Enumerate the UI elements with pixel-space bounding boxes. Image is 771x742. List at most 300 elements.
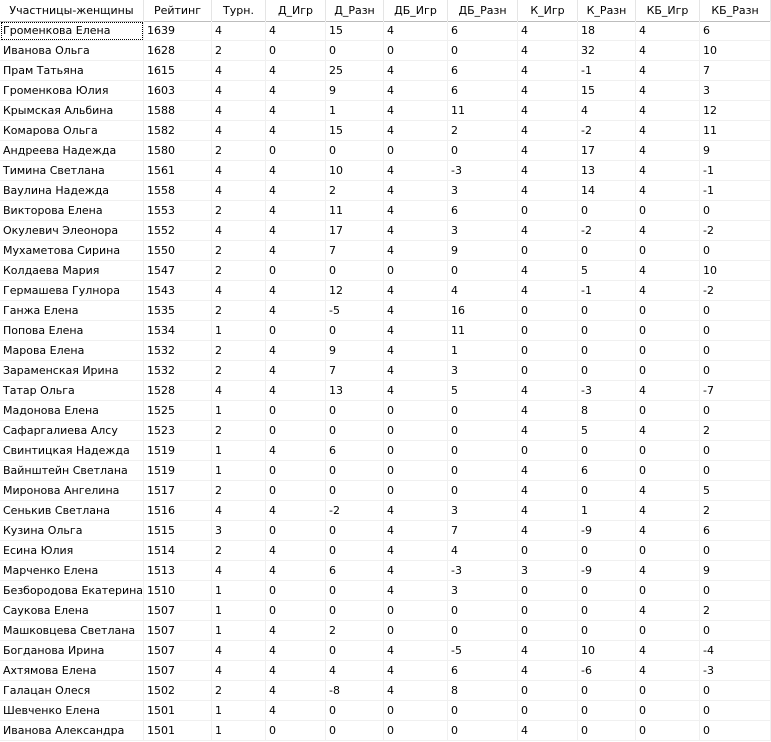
table-cell[interactable]: 12: [326, 281, 384, 301]
table-cell[interactable]: Ганжа Елена: [0, 301, 144, 321]
table-cell[interactable]: 1519: [144, 441, 212, 461]
table-row[interactable]: [0, 261, 771, 281]
table-cell[interactable]: 4: [518, 121, 578, 141]
table-cell[interactable]: 0: [384, 701, 448, 721]
table-cell[interactable]: 0: [266, 141, 326, 161]
table-cell[interactable]: 4: [266, 701, 326, 721]
table-cell[interactable]: 15: [326, 21, 384, 41]
table-cell[interactable]: Андреева Надежда: [0, 141, 144, 161]
table-cell[interactable]: 1552: [144, 221, 212, 241]
table-cell[interactable]: 4: [384, 161, 448, 181]
table-cell[interactable]: 0: [700, 241, 771, 261]
table-cell[interactable]: 6: [700, 21, 771, 41]
table-row[interactable]: [0, 581, 771, 601]
table-cell[interactable]: 1: [212, 461, 266, 481]
table-cell[interactable]: 1558: [144, 181, 212, 201]
table-cell[interactable]: 0: [578, 721, 636, 741]
table-cell[interactable]: 14: [578, 181, 636, 201]
table-cell[interactable]: 2: [212, 41, 266, 61]
table-cell[interactable]: Крымская Альбина: [0, 101, 144, 121]
table-cell[interactable]: 5: [448, 381, 518, 401]
table-cell[interactable]: 0: [448, 421, 518, 441]
table-row[interactable]: [0, 341, 771, 361]
table-cell[interactable]: Безбородова Екатерина: [0, 581, 144, 601]
table-cell[interactable]: 1519: [144, 461, 212, 481]
table-cell[interactable]: -2: [578, 221, 636, 241]
table-cell[interactable]: 0: [578, 301, 636, 321]
table-cell[interactable]: 4: [636, 121, 700, 141]
table-cell[interactable]: 1: [212, 581, 266, 601]
table-cell[interactable]: 1: [448, 341, 518, 361]
table-cell[interactable]: 4: [636, 41, 700, 61]
table-cell[interactable]: Галацан Олеся: [0, 681, 144, 701]
table-cell[interactable]: 4: [518, 501, 578, 521]
table-cell[interactable]: 4: [266, 301, 326, 321]
table-row[interactable]: [0, 601, 771, 621]
table-cell[interactable]: 15: [578, 81, 636, 101]
table-cell[interactable]: 2: [212, 481, 266, 501]
table-cell[interactable]: 6: [448, 61, 518, 81]
table-cell[interactable]: Татар Ольга: [0, 381, 144, 401]
table-cell[interactable]: 0: [384, 141, 448, 161]
table-cell[interactable]: 2: [326, 181, 384, 201]
table-cell[interactable]: 13: [326, 381, 384, 401]
table-cell[interactable]: 0: [266, 481, 326, 501]
table-cell[interactable]: 4: [384, 301, 448, 321]
table-cell[interactable]: 0: [518, 621, 578, 641]
table-cell[interactable]: 0: [326, 541, 384, 561]
table-cell[interactable]: Шевченко Елена: [0, 701, 144, 721]
table-cell[interactable]: 4: [636, 101, 700, 121]
table-cell[interactable]: 1501: [144, 701, 212, 721]
table-cell[interactable]: 4: [518, 61, 578, 81]
table-cell[interactable]: 4: [518, 81, 578, 101]
table-cell[interactable]: 4: [384, 641, 448, 661]
table-cell[interactable]: 1515: [144, 521, 212, 541]
table-cell[interactable]: 4: [384, 681, 448, 701]
table-cell[interactable]: 4: [266, 561, 326, 581]
table-cell[interactable]: 4: [212, 161, 266, 181]
table-cell[interactable]: 1: [212, 401, 266, 421]
table-cell[interactable]: 9: [700, 141, 771, 161]
table-row[interactable]: [0, 61, 771, 81]
table-cell[interactable]: Ахтямова Елена: [0, 661, 144, 681]
table-cell[interactable]: 4: [636, 661, 700, 681]
table-cell[interactable]: 1628: [144, 41, 212, 61]
table-cell[interactable]: 0: [384, 461, 448, 481]
table-cell[interactable]: 1: [326, 101, 384, 121]
table-cell[interactable]: -1: [700, 181, 771, 201]
table-row[interactable]: [0, 461, 771, 481]
table-cell[interactable]: 0: [384, 421, 448, 441]
table-cell[interactable]: Миронова Ангелина: [0, 481, 144, 501]
table-cell[interactable]: 1: [212, 321, 266, 341]
table-cell[interactable]: 1: [212, 621, 266, 641]
table-cell[interactable]: 1525: [144, 401, 212, 421]
table-cell[interactable]: 4: [266, 661, 326, 681]
table-cell[interactable]: 0: [700, 621, 771, 641]
table-row[interactable]: [0, 41, 771, 61]
table-cell[interactable]: 4: [384, 241, 448, 261]
table-cell[interactable]: 0: [518, 241, 578, 261]
table-cell[interactable]: 4: [384, 61, 448, 81]
table-cell[interactable]: 1: [212, 441, 266, 461]
table-cell[interactable]: Громенкова Юлия: [0, 81, 144, 101]
table-cell[interactable]: Гермашева Гулнора: [0, 281, 144, 301]
table-cell[interactable]: Ваулина Надежда: [0, 181, 144, 201]
table-cell[interactable]: Вайнштейн Светлана: [0, 461, 144, 481]
table-cell[interactable]: 6: [578, 461, 636, 481]
table-cell[interactable]: 10: [578, 641, 636, 661]
table-cell[interactable]: 6: [448, 21, 518, 41]
table-cell[interactable]: 1532: [144, 361, 212, 381]
table-cell[interactable]: 0: [636, 341, 700, 361]
table-cell[interactable]: 0: [448, 41, 518, 61]
table-cell[interactable]: 1532: [144, 341, 212, 361]
table-cell[interactable]: 1528: [144, 381, 212, 401]
table-cell[interactable]: 4: [578, 101, 636, 121]
table-cell[interactable]: 4: [384, 201, 448, 221]
table-cell[interactable]: -2: [326, 501, 384, 521]
table-cell[interactable]: Кузина Ольга: [0, 521, 144, 541]
table-cell[interactable]: 4: [518, 641, 578, 661]
table-cell[interactable]: Сенькив Светлана: [0, 501, 144, 521]
table-cell[interactable]: 15: [326, 121, 384, 141]
table-cell[interactable]: 0: [326, 481, 384, 501]
table-cell[interactable]: 1582: [144, 121, 212, 141]
table-cell[interactable]: 0: [700, 301, 771, 321]
table-row[interactable]: [0, 241, 771, 261]
table-cell[interactable]: 0: [326, 321, 384, 341]
table-cell[interactable]: 1543: [144, 281, 212, 301]
table-cell[interactable]: Свинтицкая Надежда: [0, 441, 144, 461]
table-cell[interactable]: 3: [518, 561, 578, 581]
table-row[interactable]: [0, 641, 771, 661]
table-cell[interactable]: 0: [384, 481, 448, 501]
table-row[interactable]: [0, 561, 771, 581]
table-cell[interactable]: 4: [384, 21, 448, 41]
table-cell[interactable]: Зараменская Ирина: [0, 361, 144, 381]
table-cell[interactable]: 0: [700, 401, 771, 421]
table-cell[interactable]: 0: [448, 261, 518, 281]
table-cell[interactable]: 1517: [144, 481, 212, 501]
table-cell[interactable]: 2: [212, 241, 266, 261]
table-cell[interactable]: 1547: [144, 261, 212, 281]
table-cell[interactable]: 4: [212, 101, 266, 121]
table-cell[interactable]: 4: [518, 401, 578, 421]
table-cell[interactable]: 0: [518, 201, 578, 221]
table-cell[interactable]: 4: [384, 181, 448, 201]
table-cell[interactable]: 0: [384, 601, 448, 621]
table-cell[interactable]: 1502: [144, 681, 212, 701]
table-cell[interactable]: 0: [448, 701, 518, 721]
table-cell[interactable]: 0: [266, 581, 326, 601]
table-cell[interactable]: 2: [212, 201, 266, 221]
table-cell[interactable]: 4: [212, 501, 266, 521]
table-cell[interactable]: 4: [384, 221, 448, 241]
table-cell[interactable]: -6: [578, 661, 636, 681]
table-cell[interactable]: 0: [578, 241, 636, 261]
table-cell[interactable]: 16: [448, 301, 518, 321]
table-cell[interactable]: 1513: [144, 561, 212, 581]
table-cell[interactable]: 0: [636, 581, 700, 601]
table-cell[interactable]: Викторова Елена: [0, 201, 144, 221]
table-cell[interactable]: 4: [266, 541, 326, 561]
table-cell[interactable]: -3: [448, 561, 518, 581]
table-cell[interactable]: 17: [326, 221, 384, 241]
table-cell[interactable]: -3: [700, 661, 771, 681]
table-row[interactable]: [0, 101, 771, 121]
table-cell[interactable]: 1501: [144, 721, 212, 741]
table-cell[interactable]: 5: [700, 481, 771, 501]
table-cell[interactable]: 4: [636, 181, 700, 201]
table-cell[interactable]: 0: [448, 601, 518, 621]
table-cell[interactable]: 2: [700, 601, 771, 621]
table-row[interactable]: [0, 121, 771, 141]
table-cell[interactable]: 4: [384, 361, 448, 381]
table-cell[interactable]: 4: [266, 241, 326, 261]
table-cell[interactable]: -7: [700, 381, 771, 401]
table-cell[interactable]: 1: [578, 501, 636, 521]
table-cell[interactable]: 2: [326, 621, 384, 641]
header-k-diff[interactable]: К_Разн: [578, 0, 636, 21]
table-cell[interactable]: 4: [266, 221, 326, 241]
table-cell[interactable]: 0: [518, 301, 578, 321]
table-cell[interactable]: -4: [700, 641, 771, 661]
table-cell[interactable]: 1: [212, 721, 266, 741]
table-cell[interactable]: 0: [636, 721, 700, 741]
table-cell[interactable]: 4: [384, 341, 448, 361]
table-cell[interactable]: 0: [700, 461, 771, 481]
table-cell[interactable]: 7: [326, 241, 384, 261]
table-cell[interactable]: 4: [636, 161, 700, 181]
table-cell[interactable]: 0: [266, 401, 326, 421]
table-cell[interactable]: 7: [448, 521, 518, 541]
table-cell[interactable]: 0: [326, 461, 384, 481]
table-cell[interactable]: 4: [518, 281, 578, 301]
table-cell[interactable]: 4: [384, 581, 448, 601]
table-cell[interactable]: 9: [700, 561, 771, 581]
table-cell[interactable]: -5: [448, 641, 518, 661]
table-cell[interactable]: 4: [212, 221, 266, 241]
table-row[interactable]: [0, 701, 771, 721]
table-cell[interactable]: 4: [266, 441, 326, 461]
table-cell[interactable]: 6: [700, 521, 771, 541]
table-cell[interactable]: 1516: [144, 501, 212, 521]
table-cell[interactable]: 4: [518, 261, 578, 281]
table-cell[interactable]: 4: [212, 641, 266, 661]
table-cell[interactable]: 4: [518, 21, 578, 41]
table-cell[interactable]: 2: [700, 501, 771, 521]
table-cell[interactable]: 4: [266, 101, 326, 121]
table-cell[interactable]: 0: [518, 681, 578, 701]
table-row[interactable]: [0, 361, 771, 381]
table-cell[interactable]: 0: [700, 201, 771, 221]
table-row[interactable]: [0, 421, 771, 441]
table-cell[interactable]: 3: [448, 221, 518, 241]
table-cell[interactable]: 17: [578, 141, 636, 161]
table-cell[interactable]: 4: [636, 81, 700, 101]
table-cell[interactable]: 10: [326, 161, 384, 181]
table-cell[interactable]: 4: [212, 281, 266, 301]
table-cell[interactable]: 0: [326, 601, 384, 621]
table-cell[interactable]: 6: [448, 81, 518, 101]
table-cell[interactable]: -3: [448, 161, 518, 181]
table-cell[interactable]: -1: [700, 161, 771, 181]
table-cell[interactable]: 0: [700, 341, 771, 361]
table-cell[interactable]: 9: [326, 341, 384, 361]
table-cell[interactable]: 0: [578, 581, 636, 601]
table-cell[interactable]: 11: [448, 101, 518, 121]
header-rating[interactable]: Рейтинг: [144, 0, 212, 21]
table-cell[interactable]: 0: [326, 521, 384, 541]
table-row[interactable]: [0, 541, 771, 561]
table-cell[interactable]: Попова Елена: [0, 321, 144, 341]
table-cell[interactable]: 7: [326, 361, 384, 381]
table-cell[interactable]: 1507: [144, 621, 212, 641]
table-cell[interactable]: 4: [636, 601, 700, 621]
table-row[interactable]: [0, 301, 771, 321]
table-cell[interactable]: 0: [636, 461, 700, 481]
table-cell[interactable]: 0: [578, 701, 636, 721]
table-cell[interactable]: 4: [266, 341, 326, 361]
table-cell[interactable]: 4: [636, 261, 700, 281]
table-cell[interactable]: 4: [266, 21, 326, 41]
table-cell[interactable]: 4: [384, 521, 448, 541]
table-cell[interactable]: Иванова Александра: [0, 721, 144, 741]
table-cell[interactable]: 0: [266, 261, 326, 281]
table-cell[interactable]: 0: [326, 141, 384, 161]
table-cell[interactable]: 0: [518, 341, 578, 361]
table-cell[interactable]: 1639: [144, 21, 212, 41]
table-cell[interactable]: Марова Елена: [0, 341, 144, 361]
table-cell[interactable]: 8: [578, 401, 636, 421]
table-cell[interactable]: 3: [212, 521, 266, 541]
table-cell[interactable]: 4: [636, 421, 700, 441]
table-cell[interactable]: 1514: [144, 541, 212, 561]
table-cell[interactable]: 6: [448, 201, 518, 221]
table-cell[interactable]: 0: [578, 201, 636, 221]
table-cell[interactable]: 4: [212, 661, 266, 681]
table-cell[interactable]: 4: [212, 121, 266, 141]
table-cell[interactable]: 5: [578, 421, 636, 441]
table-row[interactable]: [0, 481, 771, 501]
table-cell[interactable]: 0: [448, 481, 518, 501]
table-cell[interactable]: 0: [700, 581, 771, 601]
table-row[interactable]: [0, 81, 771, 101]
table-cell[interactable]: 13: [578, 161, 636, 181]
table-cell[interactable]: 4: [326, 661, 384, 681]
table-row[interactable]: [0, 281, 771, 301]
table-row[interactable]: [0, 661, 771, 681]
table-cell[interactable]: 0: [700, 361, 771, 381]
table-row[interactable]: [0, 621, 771, 641]
table-cell[interactable]: 4: [384, 541, 448, 561]
header-kb-games[interactable]: КБ_Игр: [636, 0, 700, 21]
table-cell[interactable]: 3: [448, 501, 518, 521]
table-cell[interactable]: 4: [266, 81, 326, 101]
table-cell[interactable]: 2: [212, 301, 266, 321]
table-row[interactable]: [0, 681, 771, 701]
table-cell[interactable]: Комарова Ольга: [0, 121, 144, 141]
table-cell[interactable]: 4: [266, 281, 326, 301]
table-row[interactable]: [0, 441, 771, 461]
table-cell[interactable]: 0: [518, 701, 578, 721]
table-cell[interactable]: 0: [700, 541, 771, 561]
table-cell[interactable]: 1550: [144, 241, 212, 261]
table-cell[interactable]: 1: [212, 601, 266, 621]
table-cell[interactable]: -2: [700, 221, 771, 241]
table-cell[interactable]: 4: [636, 381, 700, 401]
table-cell[interactable]: 4: [266, 641, 326, 661]
table-cell[interactable]: Машковцева Светлана: [0, 621, 144, 641]
table-cell[interactable]: 0: [636, 321, 700, 341]
table-cell[interactable]: 0: [448, 461, 518, 481]
table-row[interactable]: [0, 141, 771, 161]
table-cell[interactable]: 4: [266, 61, 326, 81]
table-cell[interactable]: 0: [448, 441, 518, 461]
table-cell[interactable]: 0: [448, 401, 518, 421]
table-cell[interactable]: 0: [700, 681, 771, 701]
table-cell[interactable]: 0: [578, 621, 636, 641]
table-cell[interactable]: 4: [384, 81, 448, 101]
table-cell[interactable]: 8: [448, 681, 518, 701]
table-cell[interactable]: 0: [326, 401, 384, 421]
header-k-games[interactable]: К_Игр: [518, 0, 578, 21]
table-cell[interactable]: Прам Татьяна: [0, 61, 144, 81]
table-cell[interactable]: 4: [636, 501, 700, 521]
table-cell[interactable]: 0: [578, 361, 636, 381]
table-cell[interactable]: 0: [384, 621, 448, 641]
table-cell[interactable]: -9: [578, 561, 636, 581]
table-cell[interactable]: 0: [518, 321, 578, 341]
table-cell[interactable]: 4: [266, 621, 326, 641]
table-cell[interactable]: 0: [578, 541, 636, 561]
table-cell[interactable]: 1561: [144, 161, 212, 181]
table-cell[interactable]: 0: [384, 441, 448, 461]
table-cell[interactable]: 1580: [144, 141, 212, 161]
table-cell[interactable]: 3: [700, 81, 771, 101]
table-cell[interactable]: 4: [266, 161, 326, 181]
table-cell[interactable]: 4: [636, 641, 700, 661]
table-cell[interactable]: 0: [578, 341, 636, 361]
table-cell[interactable]: 4: [518, 481, 578, 501]
table-cell[interactable]: 4: [266, 181, 326, 201]
header-tournaments[interactable]: Турн.: [212, 0, 266, 21]
table-cell[interactable]: 12: [700, 101, 771, 121]
table-cell[interactable]: 4: [518, 461, 578, 481]
table-cell[interactable]: 4: [636, 141, 700, 161]
table-cell[interactable]: 0: [700, 441, 771, 461]
table-cell[interactable]: 1523: [144, 421, 212, 441]
table-cell[interactable]: 0: [384, 261, 448, 281]
table-cell[interactable]: 0: [266, 461, 326, 481]
table-cell[interactable]: 6: [448, 661, 518, 681]
table-cell[interactable]: 0: [326, 641, 384, 661]
table-row[interactable]: [0, 201, 771, 221]
table-cell[interactable]: 4: [636, 61, 700, 81]
table-cell[interactable]: 6: [326, 441, 384, 461]
table-cell[interactable]: 0: [326, 421, 384, 441]
table-cell[interactable]: Мухаметова Сирина: [0, 241, 144, 261]
table-cell[interactable]: 0: [578, 481, 636, 501]
table-cell[interactable]: -9: [578, 521, 636, 541]
table-cell[interactable]: 4: [518, 141, 578, 161]
table-cell[interactable]: 0: [448, 141, 518, 161]
table-cell[interactable]: 4: [384, 101, 448, 121]
table-cell[interactable]: 4: [518, 181, 578, 201]
table-cell[interactable]: 1507: [144, 661, 212, 681]
